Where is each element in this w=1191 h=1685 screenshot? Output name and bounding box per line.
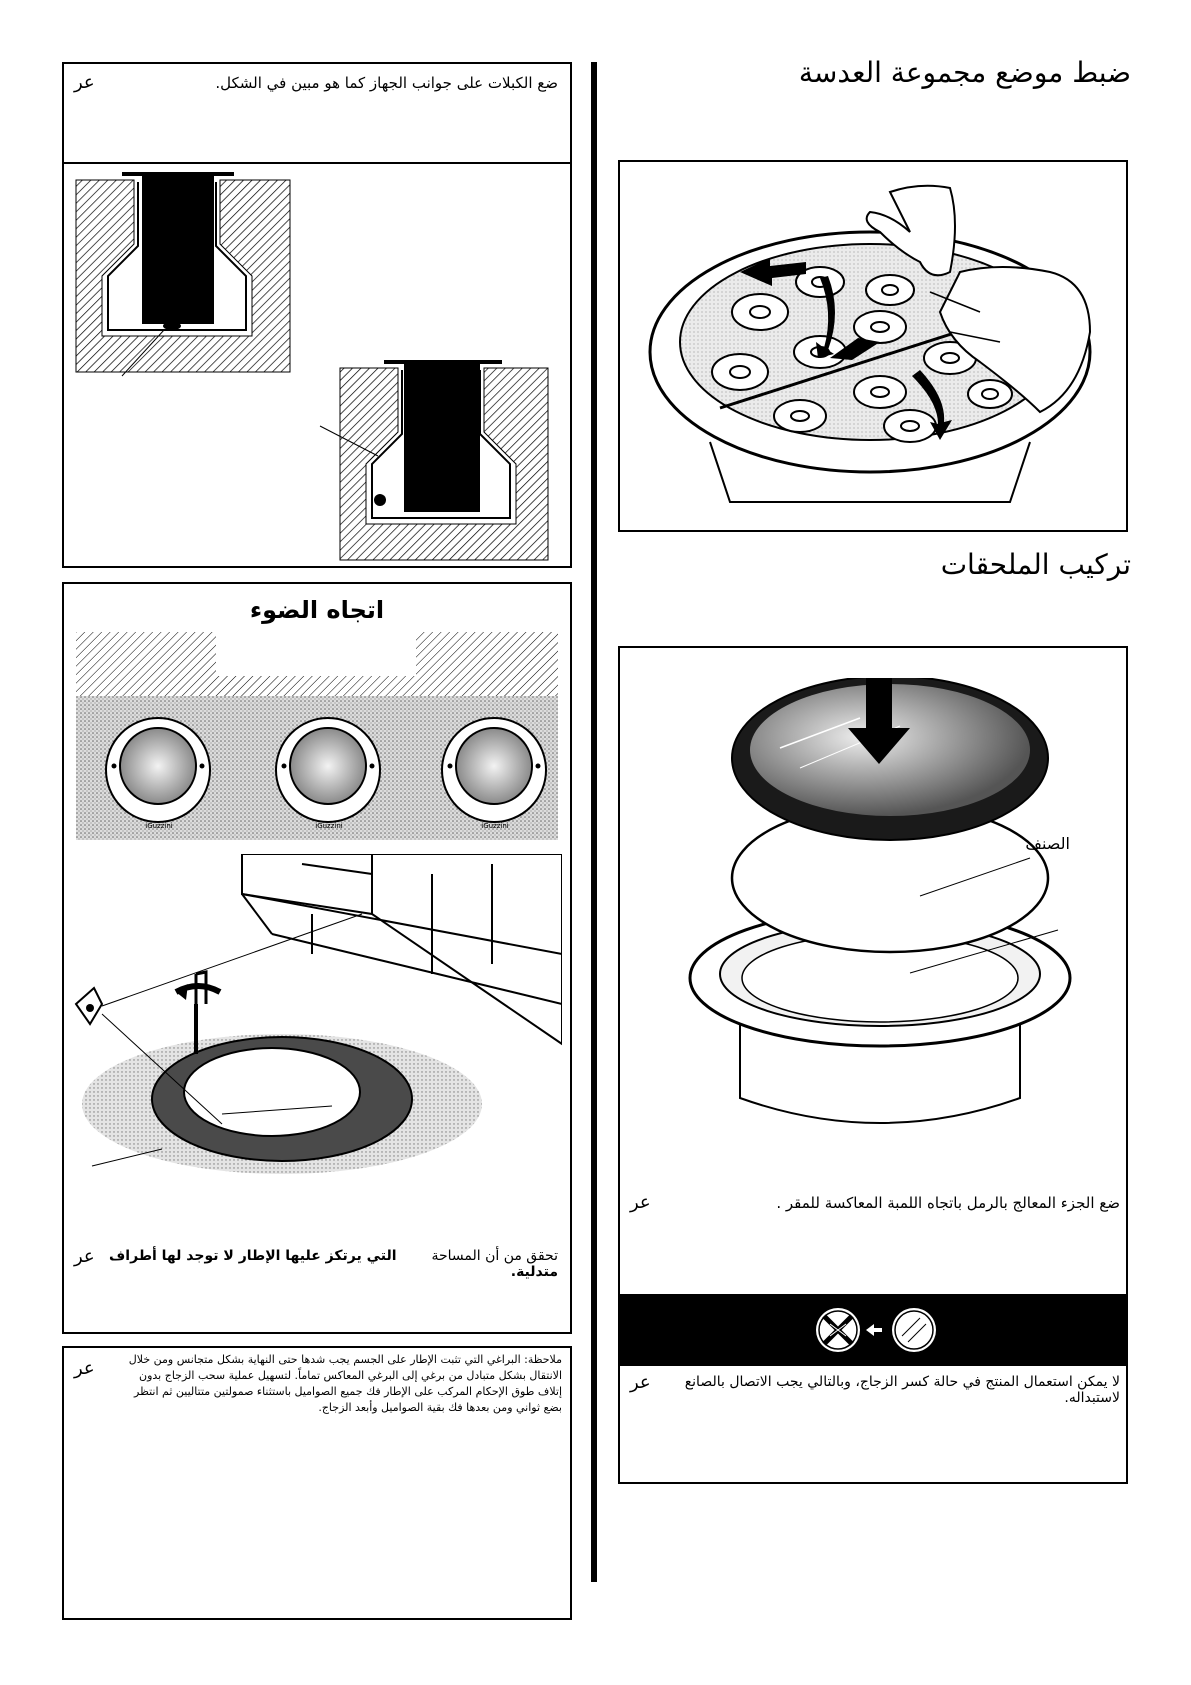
brand-label: iGuzzini bbox=[145, 822, 173, 830]
accessories-section-title: تركيب الملحقات bbox=[940, 548, 1131, 581]
lang-tag: عر bbox=[630, 1192, 651, 1213]
brand-label: iGuzzini bbox=[481, 822, 509, 830]
warning-banner bbox=[620, 1294, 1126, 1366]
broken-glass-warning: لا يمكن استعمال المنتج في حالة كسر الزجاج، وبالتالي يجب الاتصال بالصانع لاستبداله. bbox=[684, 1374, 1120, 1406]
broken-glass-icon bbox=[816, 1304, 940, 1356]
column-divider bbox=[591, 62, 597, 1582]
light-direction-title: اتجاه الضوء bbox=[249, 596, 385, 624]
lang-tag: عر bbox=[74, 1358, 95, 1379]
accessories-instruction: ضع الجزء المعالج بالرمل باتجاه اللمبة المعاكسة للمقر . bbox=[776, 1194, 1120, 1212]
instruction-bold: التي يرتكز عليها الإطار لا توجد لها أطراف متدلية. bbox=[109, 1248, 558, 1280]
lens-adjust-figure-box bbox=[618, 160, 1128, 532]
cables-box bbox=[62, 62, 572, 568]
lang-tag: عر bbox=[74, 72, 95, 93]
instruction-normal: تحقق من أن المساحة bbox=[431, 1248, 558, 1264]
cables-instruction: ضع الكبلات على جوانب الجهاز كما هو مبين في الشكل. bbox=[215, 74, 558, 92]
light-direction-box bbox=[62, 582, 572, 1334]
light-direction-instruction bbox=[98, 1248, 558, 1280]
lens-section-title: ضبط موضع مجموعة العدسة bbox=[798, 56, 1131, 89]
note-text: ملاحظة: البراغي التي تثبت الإطار على الجسم يجب شدها حتى النهاية بشكل متجانس ومن خلال الانتقال بشكل متبادل من برغي إلى البرغي المعاكس تماماً. لتسهيل عملية سحب الزجاج بدون إتلاف طوق الإحكام المركب على الإطار فك جميع الصواميل باستثناء صمولتين متتاليين ثم انتظر بضع ثواني ومن بعدها فك بقية الصواميل وأبعد الزجاج. bbox=[128, 1353, 562, 1414]
lens-adjust-figure bbox=[620, 162, 1126, 530]
lang-tag: عر bbox=[630, 1372, 651, 1393]
accessory-type-label: الصنف bbox=[1025, 834, 1070, 853]
note-box bbox=[62, 1346, 572, 1620]
fixture-in-ground-figure bbox=[72, 854, 562, 1184]
fixtures-row-figure bbox=[76, 632, 558, 840]
brand-label: iGuzzini bbox=[315, 822, 343, 830]
cable-installation-figure bbox=[64, 164, 570, 566]
accessories-exploded-figure bbox=[660, 678, 1100, 1148]
accessories-box bbox=[618, 646, 1128, 1484]
lang-tag: عر bbox=[74, 1246, 95, 1267]
